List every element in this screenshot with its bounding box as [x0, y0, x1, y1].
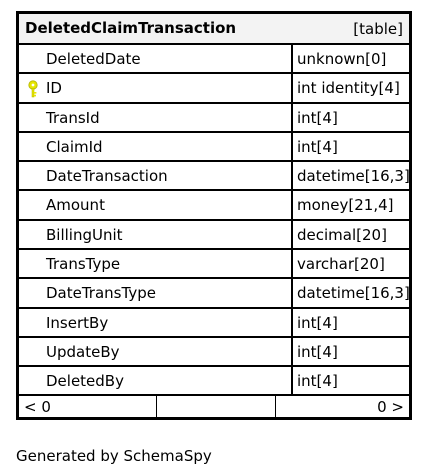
column-name: BillingUnit	[46, 225, 123, 244]
column-type: varchar[20]	[297, 255, 385, 274]
key-icon	[27, 80, 39, 98]
column-row	[19, 43, 409, 72]
column-name: DateTransaction	[46, 167, 168, 186]
column-type: money[21,4]	[297, 196, 394, 215]
column-name: InsertBy	[46, 313, 109, 332]
column-name: TransId	[46, 108, 100, 127]
column-name: TransType	[46, 255, 121, 274]
column-type: int[4]	[297, 342, 338, 361]
column-type: decimal[20]	[297, 225, 387, 244]
column-type: int[4]	[297, 313, 338, 332]
column-name: ID	[46, 79, 62, 98]
footer-spacer-cell	[157, 396, 276, 417]
children-cell	[276, 396, 409, 417]
column-type: datetime[16,3]	[297, 167, 410, 186]
column-type: int[4]	[297, 372, 338, 391]
column-type: unknown[0]	[297, 50, 387, 68]
column-row	[19, 102, 409, 131]
column-list	[19, 43, 409, 395]
column-name: DateTransType	[46, 284, 156, 303]
table-kind: [table]	[353, 20, 403, 38]
table-entity	[16, 11, 412, 420]
column-row	[19, 277, 409, 306]
column-name: ClaimId	[46, 137, 103, 156]
column-row	[19, 131, 409, 160]
column-row	[19, 189, 409, 218]
column-row	[19, 72, 409, 101]
relationship-footer	[19, 394, 409, 417]
column-name: DeletedBy	[46, 372, 124, 391]
parents-cell	[19, 396, 157, 417]
generator-credit: Generated by SchemaSpy	[16, 447, 212, 465]
column-row	[19, 307, 409, 336]
column-type: int[4]	[297, 137, 338, 156]
table-header	[19, 14, 409, 43]
column-row	[19, 248, 409, 277]
column-row	[19, 365, 409, 394]
parents-count: < 0	[24, 398, 51, 416]
column-type: int[4]	[297, 108, 338, 127]
column-name: Amount	[46, 196, 105, 215]
column-row	[19, 160, 409, 189]
column-name: DeletedDate	[46, 50, 141, 68]
table-name: DeletedClaimTransaction	[25, 19, 237, 37]
column-type: datetime[16,3]	[297, 284, 410, 303]
column-row	[19, 219, 409, 248]
column-row	[19, 336, 409, 365]
column-type: int identity[4]	[297, 79, 400, 98]
children-count: 0 >	[377, 398, 404, 416]
column-name: UpdateBy	[46, 342, 120, 361]
